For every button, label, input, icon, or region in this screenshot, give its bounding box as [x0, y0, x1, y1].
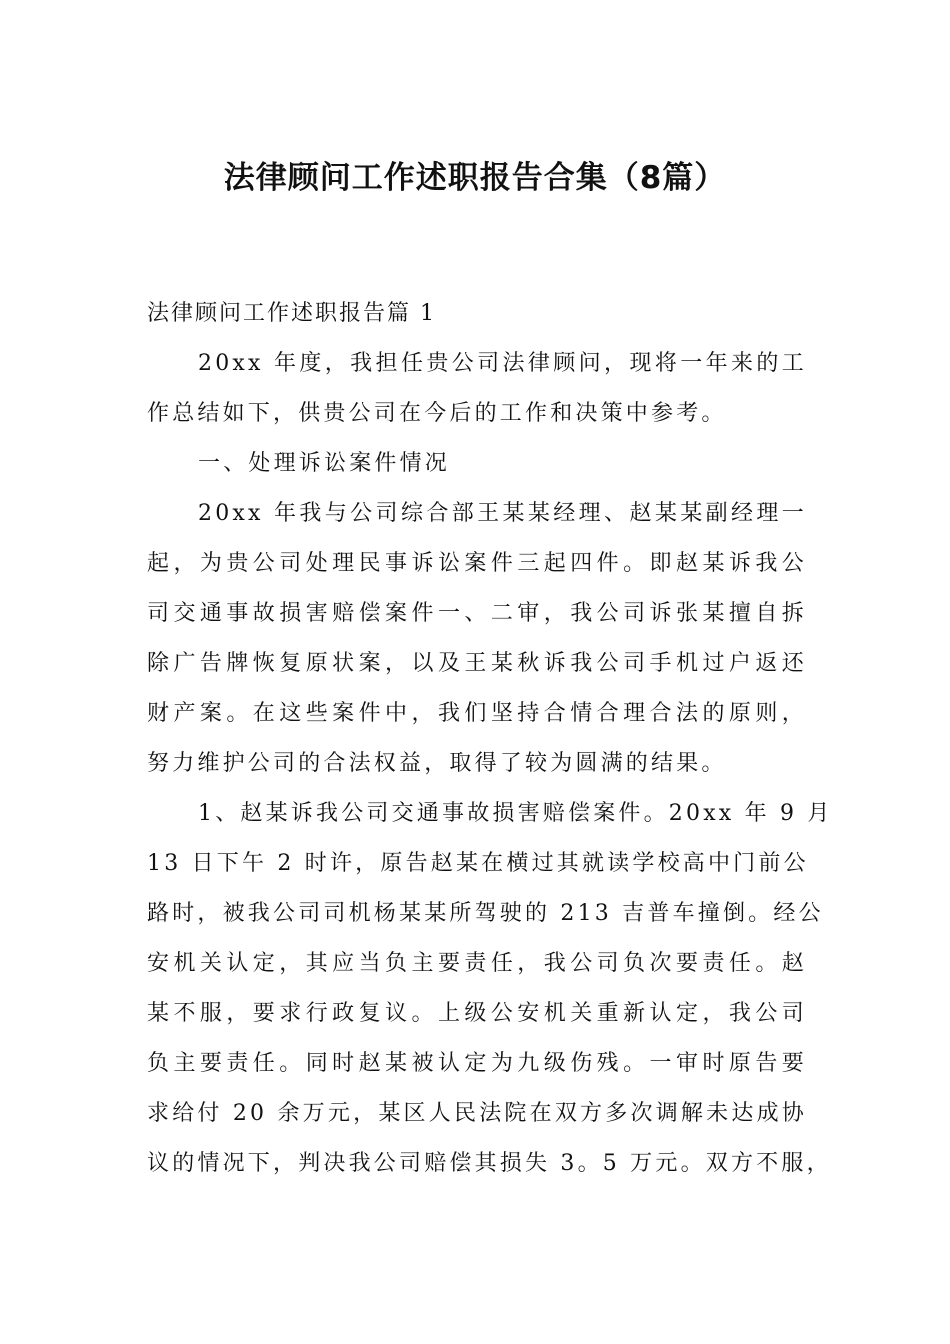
- paragraph-line: 一、处理诉讼案件情况: [198, 451, 451, 476]
- paragraph-line: 路时，被我公司司机杨某某所驾驶的 213 吉普车撞倒。经公: [147, 901, 824, 926]
- paragraph-line: 起，为贵公司处理民事诉讼案件三起四件。即赵某诉我公: [147, 551, 807, 576]
- paragraph-line: 1、赵某诉我公司交通事故损害赔偿案件。20xx 年 9 月: [198, 801, 833, 826]
- paragraph-line: 努力维护公司的合法权益，取得了较为圆满的结果。: [147, 751, 727, 776]
- paragraph-subheading: [147, 439, 807, 489]
- document-body: [147, 289, 833, 1189]
- paragraph-line: 除广告牌恢复原状案，以及王某秋诉我公司手机过户返还: [147, 651, 807, 676]
- paragraph-line: 20xx 年度，我担任贵公司法律顾问，现将一年来的工: [198, 351, 807, 376]
- paragraph-litigation-overview: [147, 489, 807, 789]
- paragraph-line: 20xx 年我与公司综合部王某某经理、赵某某副经理一: [198, 501, 807, 526]
- paragraph-line: 财产案。在这些案件中，我们坚持合情合理合法的原则，: [147, 701, 807, 726]
- section-heading: 法律顾问工作述职报告篇 1: [147, 301, 436, 326]
- paragraph-line: 安机关认定，其应当负主要责任，我公司负次要责任。赵: [147, 951, 807, 976]
- paragraph-line: 负主要责任。同时赵某被认定为九级伤残。一审时原告要: [147, 1051, 807, 1076]
- paragraph-intro: [147, 339, 807, 439]
- paragraph-line: 求给付 20 余万元，某区人民法院在双方多次调解未达成协: [147, 1101, 807, 1126]
- paragraph-line: 13 日下午 2 时许，原告赵某在横过其就读学校高中门前公: [147, 851, 809, 876]
- paragraph-line: 议的情况下，判决我公司赔偿其损失 3。5 万元。双方不服，: [147, 1151, 832, 1176]
- paragraph-case-one: [147, 789, 833, 1189]
- paragraph-line: 某不服，要求行政复议。上级公安机关重新认定，我公司: [147, 1001, 807, 1026]
- paragraph-line: 司交通事故损害赔偿案件一、二审，我公司诉张某擅自拆: [147, 601, 807, 626]
- document-title: 法律顾问工作述职报告合集（8篇）: [223, 160, 727, 196]
- paragraph-line: 作总结如下，供贵公司在今后的工作和决策中参考。: [147, 401, 727, 426]
